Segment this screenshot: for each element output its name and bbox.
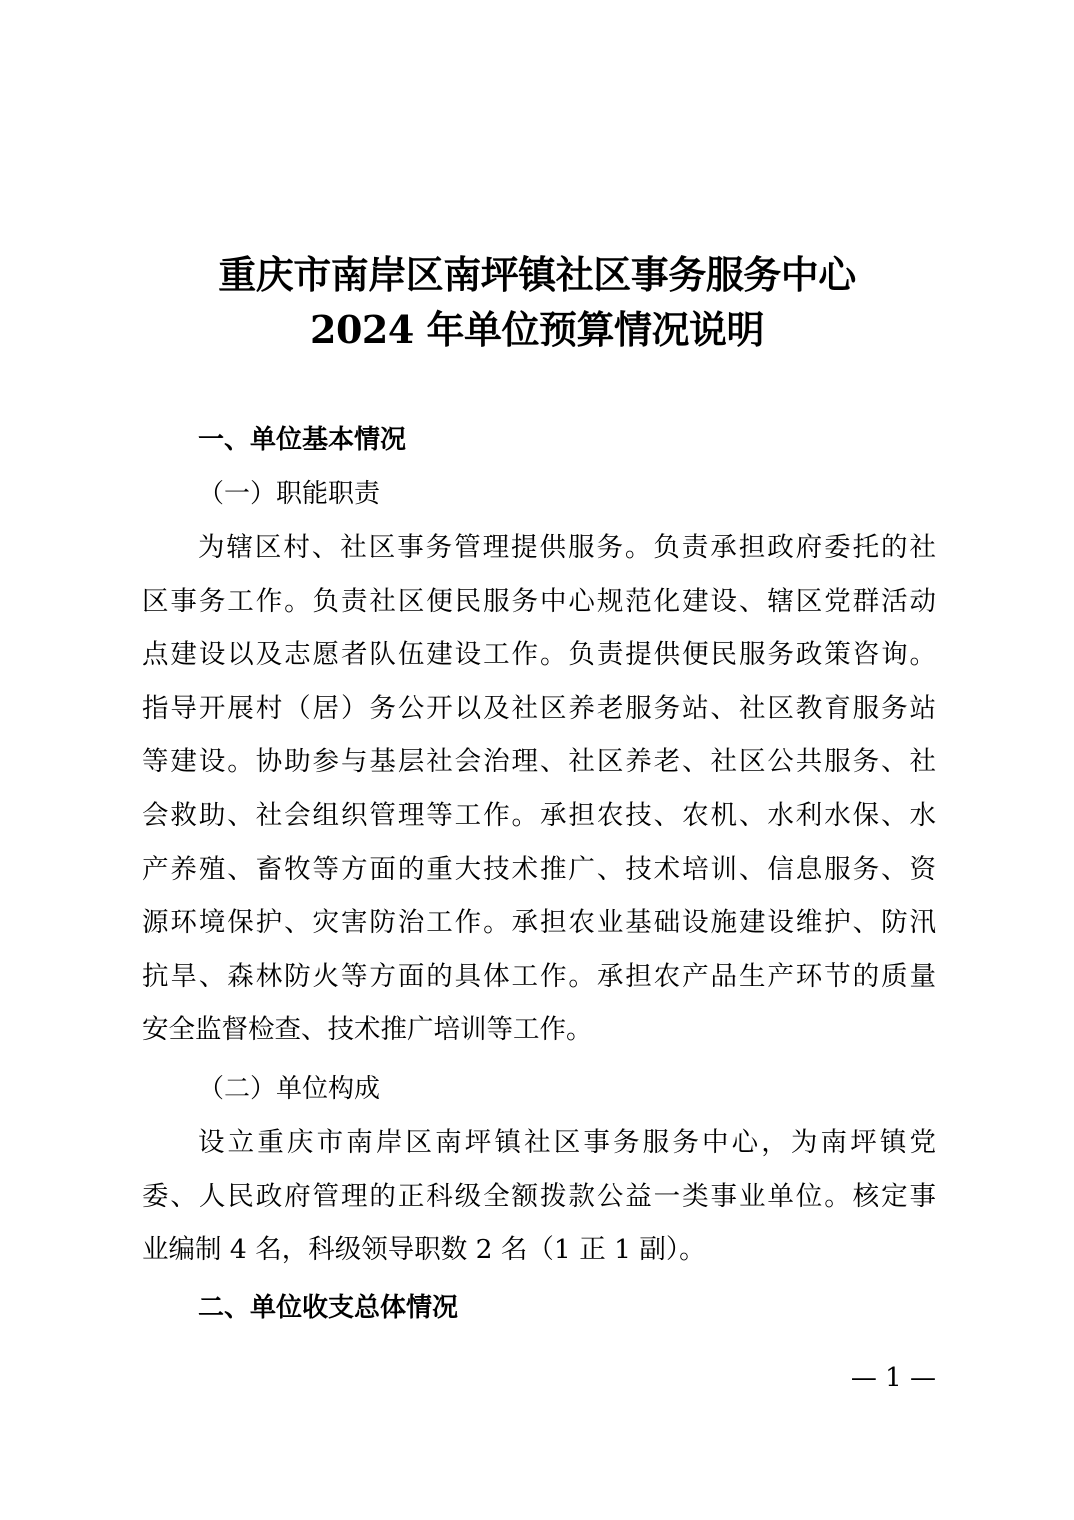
- paragraph-composition: [142, 1116, 936, 1277]
- paragraph-line: 产养殖、畜牧等方面的重大技术推广、技术培训、信息服务、资: [142, 853, 936, 885]
- paragraph-line: 委、人民政府管理的正科级全额拨款公益一类事业单位。核定事: [142, 1180, 936, 1212]
- paragraph-line: 会救助、社会组织管理等工作。承担农技、农机、水利水保、水: [142, 799, 936, 831]
- paragraph-line: 源环境保护、灾害防治工作。承担农业基础设施建设维护、防汛: [142, 907, 936, 939]
- paragraph-line: 等建设。协助参与基层社会治理、社区养老、社区公共服务、社: [142, 746, 936, 778]
- paragraph-duties: [142, 521, 936, 1057]
- page-number: — 1 —: [850, 1363, 936, 1393]
- paragraph-line: 业编制 4 名，科级领导职数 2 名（1 正 1 副）。: [142, 1234, 706, 1266]
- document-title-line-2: 2024 年单位预算情况说明: [310, 307, 764, 352]
- paragraph-line: 指导开展村（居）务公开以及社区养老服务站、社区教育服务站: [142, 692, 936, 724]
- section-heading-revenue-expenditure: 二、单位收支总体情况: [198, 1293, 459, 1323]
- subsection-heading-duties: （一）职能职责: [198, 479, 381, 509]
- paragraph-line: 设立重庆市南岸区南坪镇社区事务服务中心，为南坪镇党: [198, 1127, 936, 1158]
- section-heading-basic-info: 一、单位基本情况: [198, 425, 407, 455]
- subsection-heading-composition: （二）单位构成: [198, 1074, 381, 1104]
- document-title-line-1: 重庆市南岸区南坪镇社区事务服务中心: [218, 252, 856, 297]
- paragraph-line: 点建设以及志愿者队伍建设工作。负责提供便民服务政策咨询。: [142, 639, 936, 671]
- paragraph-line: 区事务工作。负责社区便民服务中心规范化建设、辖区党群活动: [142, 585, 936, 617]
- paragraph-line: 抗旱、森林防火等方面的具体工作。承担农产品生产环节的质量: [142, 960, 936, 992]
- paragraph-line: 为辖区村、社区事务管理提供服务。负责承担政府委托的社: [198, 532, 936, 563]
- paragraph-line: 安全监督检查、技术推广培训等工作。: [142, 1014, 593, 1046]
